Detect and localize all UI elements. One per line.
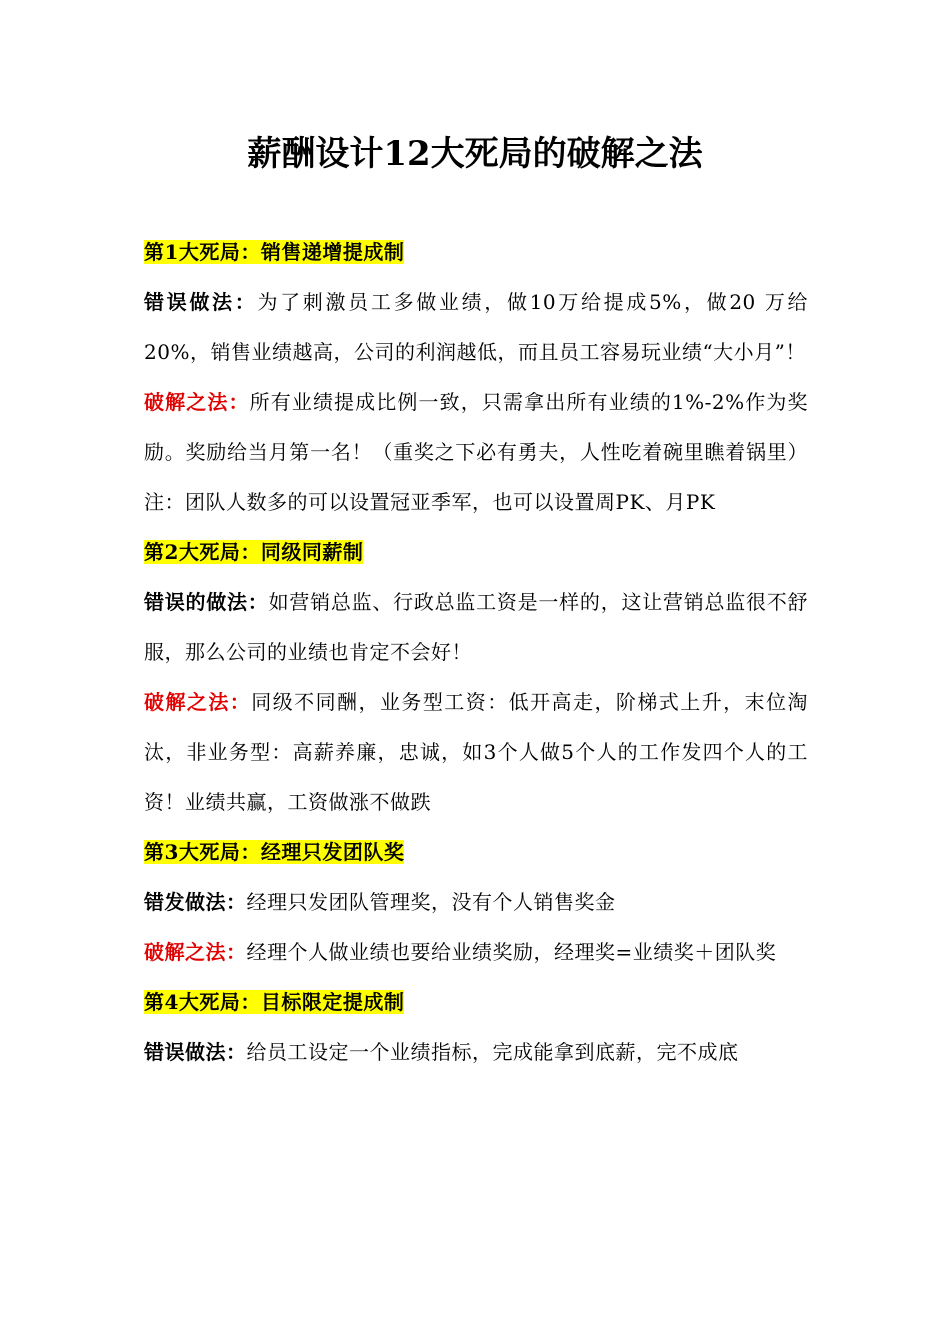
fix-label: 破解之法： xyxy=(144,690,252,714)
fix-text: 所有业绩提成比例一致，只需拿出所有业绩的1%-2%作为奖励。奖励给当月第一名！（重奖之下必有勇夫，人性吃着碗里瞧着锅里）注：团队人数多的可以设置冠亚季军，也可以设置周PK、月PK xyxy=(144,390,809,514)
fix-text: 经理个人做业绩也要给业绩奖励，经理奖=业绩奖＋团队奖 xyxy=(246,940,777,964)
error-text: 经理只发团队管理奖，没有个人销售奖金 xyxy=(246,890,616,914)
fix-paragraph xyxy=(144,927,808,977)
section-heading-highlight: 第2大死局：同级同薪制 xyxy=(144,540,364,564)
error-text: 如营销总监、行政总监工资是一样的，这让营销总监很不舒服，那么公司的业绩也肯定不会好！ xyxy=(144,590,809,664)
error-paragraph xyxy=(144,877,808,927)
error-paragraph xyxy=(144,277,808,377)
section-heading xyxy=(144,227,808,277)
section-heading-highlight: 第3大死局：经理只发团队奖 xyxy=(144,840,405,864)
document-body xyxy=(144,227,808,1077)
error-label: 错误做法： xyxy=(144,290,258,314)
section-heading xyxy=(144,977,808,1027)
error-label: 错发做法： xyxy=(144,890,247,914)
error-paragraph xyxy=(144,577,808,677)
section-heading-highlight: 第4大死局：目标限定提成制 xyxy=(144,990,405,1014)
fix-text: 同级不同酬，业务型工资：低开高走，阶梯式上升，末位淘汰，非业务型：高薪养廉，忠诚，如3个人做5个人的工作发四个人的工资！业绩共赢，工资做涨不做跌 xyxy=(144,690,808,814)
fix-label: 破解之法： xyxy=(144,390,250,414)
error-label: 错误做法： xyxy=(144,1040,247,1064)
section-heading-highlight: 第1大死局：销售递增提成制 xyxy=(144,240,405,264)
error-paragraph xyxy=(144,1027,808,1077)
fix-paragraph xyxy=(144,377,808,527)
section-heading xyxy=(144,827,808,877)
fix-paragraph xyxy=(144,677,808,827)
document-title: 薪酬设计12大死局的破解之法 xyxy=(247,134,703,174)
error-text: 为了刺激员工多做业绩，做10万给提成5%，做20 万给20%，销售业绩越高，公司的利润越低，而且员工容易玩业绩“大小月”！ xyxy=(144,290,809,364)
section-heading xyxy=(144,527,808,577)
fix-label: 破解之法： xyxy=(144,940,247,964)
error-label: 错误的做法： xyxy=(144,590,269,614)
error-text: 给员工设定一个业绩指标，完成能拿到底薪，完不成底 xyxy=(246,1040,739,1064)
